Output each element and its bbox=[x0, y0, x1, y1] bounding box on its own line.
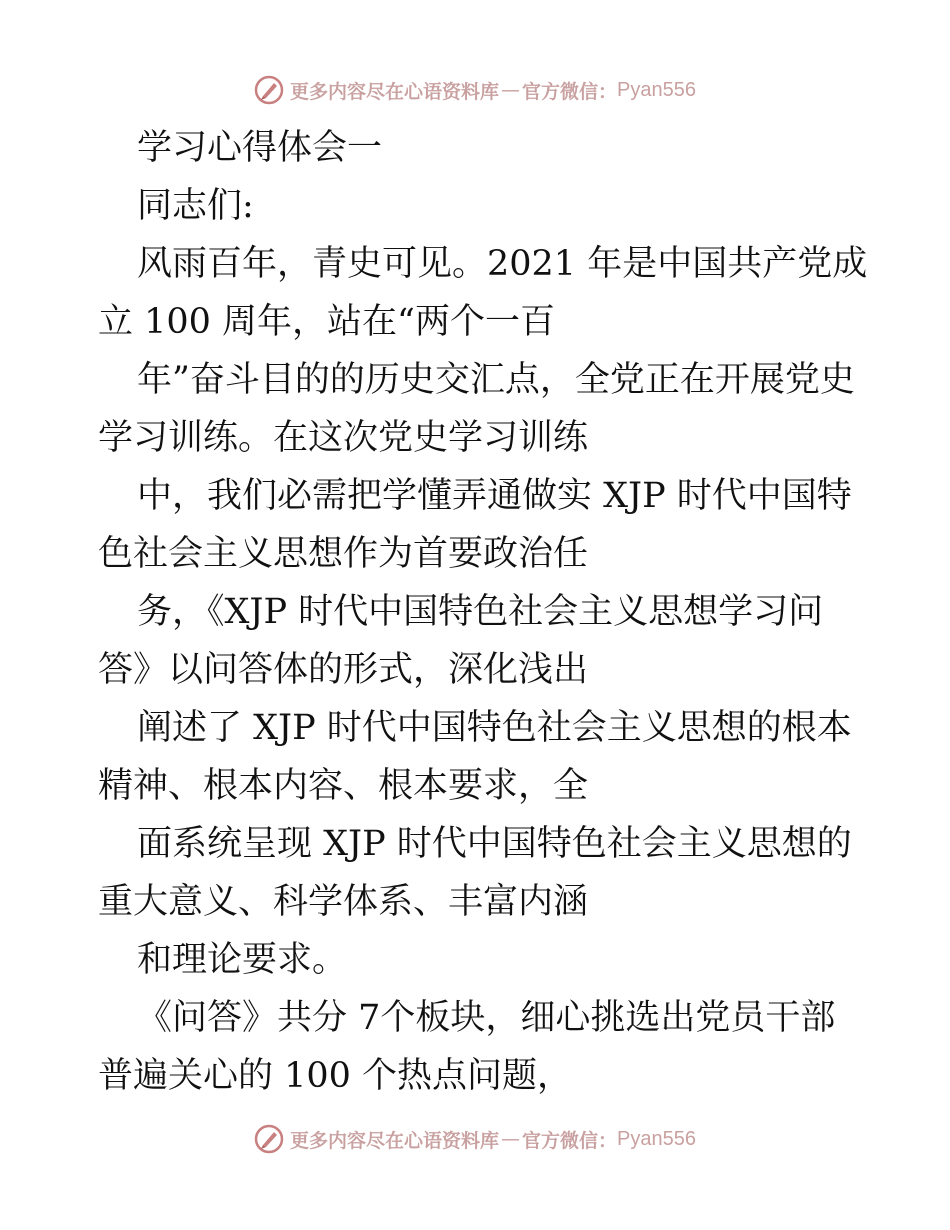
paragraph-line: 普遍关心的 100 个热点问题， bbox=[98, 1056, 573, 1096]
footer-watermark-banner bbox=[0, 1122, 950, 1156]
paragraph-line: 年”奋斗目的的历史交汇点，全党正在开展党史 bbox=[137, 360, 855, 400]
banner-slogan: 更多内容尽在心语资料库 bbox=[290, 80, 500, 103]
paragraph-line: 《问答》共分 7个板块，细心挑选出党员干部 bbox=[137, 998, 836, 1038]
banner-dash: — bbox=[501, 79, 521, 101]
paragraph-line: 答》以问答体的形式，深化浅出 bbox=[98, 650, 589, 690]
banner-slogan: 更多内容尽在心语资料库 bbox=[290, 1129, 500, 1152]
paragraph-line: 色社会主义思想作为首要政治任 bbox=[98, 534, 589, 574]
salutation: 同志们: bbox=[137, 186, 254, 226]
paragraph-line: 和理论要求。 bbox=[137, 940, 348, 980]
paragraph-line: 立 100 周年，站在“两个一百 bbox=[98, 302, 555, 342]
paragraph-line: 阐述了 XJP 时代中国特色社会主义思想的根本 bbox=[137, 708, 852, 748]
header-watermark-banner bbox=[0, 73, 950, 107]
banner-wechat-id: Pyan556 bbox=[617, 1127, 696, 1150]
paragraph-line: 面系统呈现 XJP 时代中国特色社会主义思想的 bbox=[137, 824, 852, 864]
paragraph-line: 务，《XJP 时代中国特色社会主义思想学习问 bbox=[137, 592, 824, 632]
paragraph-line: 中，我们必需把学懂弄通做实 XJP 时代中国特 bbox=[137, 476, 852, 516]
paragraph-line: 学习训练。在这次党史学习训练 bbox=[98, 418, 589, 458]
paragraph-line: 重大意义、科学体系、丰富内涵 bbox=[98, 882, 589, 922]
banner-wechat-label: 官方微信： bbox=[522, 1129, 618, 1152]
banner-wechat-id: Pyan556 bbox=[617, 78, 696, 101]
paragraph-line: 精神、根本内容、根本要求，全 bbox=[98, 766, 589, 806]
pen-logo-icon bbox=[254, 75, 284, 105]
banner-dash: — bbox=[501, 1128, 521, 1150]
pen-logo-icon bbox=[254, 1124, 284, 1154]
doc-title: 学习心得体会一 bbox=[137, 128, 383, 168]
paragraph-line: 风雨百年，青史可见。2021 年是中国共产党成 bbox=[137, 244, 868, 284]
banner-wechat-label: 官方微信： bbox=[522, 80, 618, 103]
